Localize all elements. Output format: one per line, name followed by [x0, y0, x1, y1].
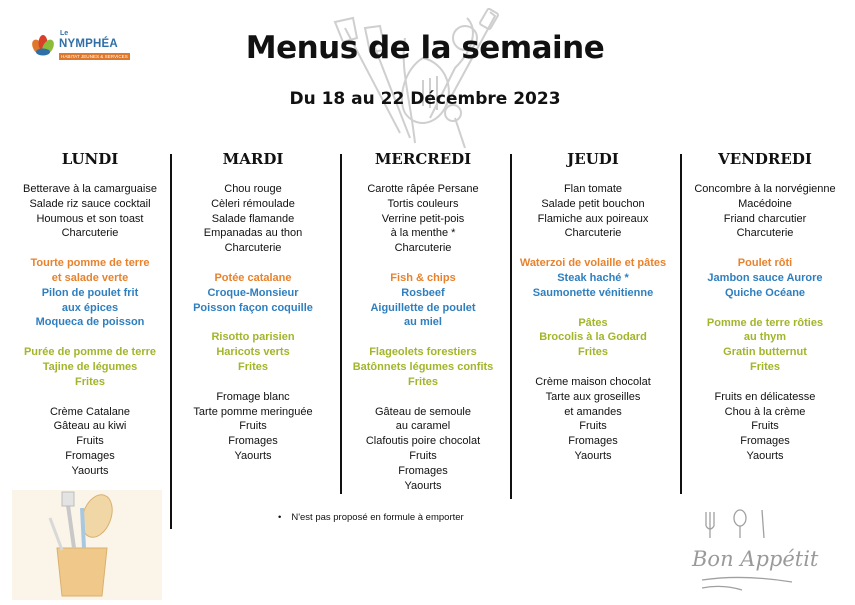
menu-item: Verrine petit-pois	[381, 212, 465, 225]
menu-item: Frites	[750, 360, 780, 373]
bon-appetit-decoration	[682, 508, 819, 600]
menu-item: Crème Catalane	[49, 405, 131, 418]
menu-item: Yaourts	[746, 449, 784, 462]
day-name: JEUDI	[567, 150, 619, 168]
menu-item: Pilon de poulet frit	[41, 286, 139, 299]
day-column-vendredi	[675, 150, 855, 479]
menu-group	[0, 405, 180, 479]
menu-item: Yaourts	[404, 479, 442, 492]
menu-item: Flan tomate	[563, 183, 623, 195]
menu-item: Flamiche aux poireaux	[537, 212, 649, 225]
menu-item: Flageolets forestiers	[369, 346, 477, 359]
utensil-cup-decoration-icon	[12, 478, 162, 600]
menu-item: Macédoine	[738, 197, 792, 210]
menu-item: Brocolis à la Godard	[539, 331, 647, 344]
menu-item: Empanadas au thon	[203, 227, 303, 240]
menu-item: Potée catalane	[214, 271, 292, 284]
menu-item: Cèleri rémoulade	[211, 197, 295, 210]
menu-item: Clafoutis poire chocolat	[365, 435, 481, 448]
logo-le-text: Le	[60, 30, 69, 37]
menu-group	[0, 182, 180, 241]
page-title: Menus de la semaine	[245, 30, 605, 66]
menu-item: Aiguillette de poulet	[370, 301, 476, 314]
day-name: VENDREDI	[718, 150, 812, 168]
menu-group	[675, 316, 855, 375]
menu-item: Tourte pomme de terre	[30, 257, 150, 270]
menu-item: Carotte râpée Persane	[367, 183, 479, 195]
menu-group	[503, 375, 683, 464]
menu-item: Tarte pomme meringuée	[193, 405, 313, 418]
logo-tagline: HABITAT JEUNES & SERVICES	[61, 54, 128, 59]
menu-item: Fromages	[65, 449, 115, 462]
menu-item: Fruits	[76, 435, 104, 448]
menu-item: Jambon sauce Aurore	[707, 271, 823, 284]
bullet-icon: •	[278, 512, 282, 523]
menu-item: Croque-Monsieur	[207, 286, 299, 299]
menu-group	[675, 182, 855, 241]
menu-group	[333, 182, 513, 256]
menu-item: Fruits	[751, 420, 779, 433]
menu-item: Concombre à la norvégienne	[694, 183, 836, 195]
menu-group	[333, 405, 513, 494]
menu-item: Poulet rôti	[737, 257, 793, 270]
day-column-mercredi	[333, 150, 513, 508]
menu-item: Frites	[578, 346, 608, 359]
menu-item: Poisson façon coquille	[193, 301, 313, 314]
page-subtitle: Du 18 au 22 Décembre 2023	[289, 89, 561, 109]
menu-item: Waterzoi de volaille et pâtes	[519, 257, 667, 270]
menu-item: Steak haché *	[557, 271, 629, 284]
menu-item: Fruits	[239, 420, 267, 433]
menu-item: au caramel	[395, 420, 451, 433]
menu-group	[333, 271, 513, 330]
menu-item: et salade verte	[51, 271, 129, 284]
menu-item: Charcuterie	[61, 227, 119, 240]
menu-item: Friand charcutier	[723, 212, 807, 225]
menu-item: Charcuterie	[736, 227, 794, 240]
menu-item: Charcuterie	[564, 227, 622, 240]
menu-group	[503, 256, 683, 300]
menu-item: Yaourts	[574, 449, 612, 462]
menu-group	[333, 345, 513, 389]
menu-item: et amandes	[564, 405, 622, 418]
menu-item: Tortis couleurs	[387, 197, 459, 210]
menu-item: Houmous et son toast	[36, 212, 144, 225]
footnote	[278, 512, 464, 523]
menu-item: Quiche Océane	[724, 286, 806, 299]
menu-item: aux épices	[61, 301, 119, 314]
menu-item: Haricots verts	[216, 346, 290, 359]
menu-item: Charcuterie	[394, 242, 452, 255]
menu-item: Tajine de légumes	[42, 360, 138, 373]
menu-item: Batônnets légumes confits	[352, 360, 494, 373]
menu-item: Tarte aux groseilles	[545, 390, 641, 403]
menu-item: Moqueca de poisson	[35, 316, 145, 329]
day-column-jeudi	[503, 150, 683, 479]
menu-item: Gâteau de semoule	[374, 405, 471, 418]
menu-item: au miel	[404, 316, 442, 329]
menu-item: Gâteau au kiwi	[53, 420, 127, 433]
day-column-mardi	[163, 150, 343, 479]
menu-group	[675, 390, 855, 464]
menu-item: Charcuterie	[224, 242, 282, 255]
menu-item: Pomme de terre rôties	[706, 316, 824, 329]
menu-item: Fromages	[740, 435, 790, 448]
day-name: LUNDI	[61, 150, 119, 168]
menu-item: Fromages	[568, 435, 618, 448]
menu-item: Fruits	[579, 420, 607, 433]
menu-group	[163, 390, 343, 464]
menu-item: Betterave à la camarguaise	[23, 183, 157, 195]
menu-group	[503, 182, 683, 241]
bon-appetit-text: Bon Appétit	[692, 547, 819, 571]
menu-item: Fruits	[409, 449, 437, 462]
menu-item: Frites	[238, 360, 268, 373]
menu-group	[503, 316, 683, 360]
day-column-lundi	[0, 150, 180, 494]
menu-group	[163, 271, 343, 315]
menu-item: Gratin butternut	[723, 346, 807, 359]
menu-item: Fromages	[228, 435, 278, 448]
cutlery-sketch-icon	[682, 508, 819, 600]
menu-item: Fromages	[398, 464, 448, 477]
footnote-text: N'est pas proposé en formule à emporter	[291, 512, 464, 523]
menu-item: Fish & chips	[390, 271, 456, 284]
menu-item: au thym	[743, 331, 787, 344]
menu-item: Salade flamande	[211, 212, 295, 225]
menu-item: Fromage blanc	[216, 390, 290, 403]
menu-item: Fruits en délicatesse	[714, 390, 816, 403]
menu-group	[675, 256, 855, 300]
menu-item: Yaourts	[234, 449, 272, 462]
day-name: MARDI	[222, 150, 284, 168]
menu-item: Frites	[75, 375, 105, 388]
menu-item: Pâtes	[578, 316, 608, 329]
menu-group	[163, 182, 343, 256]
menu-item: Risotto parisien	[211, 331, 295, 344]
menu-item: Chou à la crème	[724, 405, 806, 418]
menu-group	[0, 256, 180, 330]
day-name: MERCREDI	[374, 150, 472, 168]
menu-item: Salade petit bouchon	[541, 197, 645, 210]
menu-item: Saumonette vénitienne	[532, 286, 654, 299]
menu-item: Purée de pomme de terre	[23, 346, 157, 359]
menu-group	[0, 345, 180, 389]
menu-group	[163, 330, 343, 374]
menu-item: à la menthe *	[390, 227, 456, 240]
menu-item: Chou rouge	[224, 183, 282, 195]
menu-item: Frites	[408, 375, 438, 388]
menu-item: Crème maison chocolat	[535, 375, 651, 388]
menu-item: Rosbeef	[401, 286, 445, 299]
logo-name: NYMPHÉA	[59, 38, 118, 50]
menu-item: Yaourts	[71, 464, 109, 477]
menu-item: Salade riz sauce cocktail	[29, 197, 151, 210]
